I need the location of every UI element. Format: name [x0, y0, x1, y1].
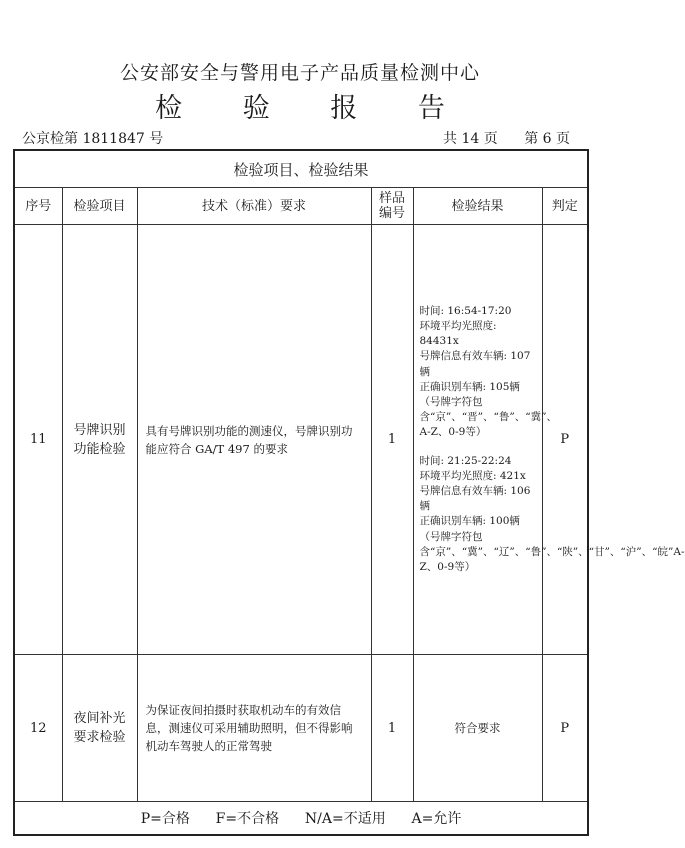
page-info — [439, 128, 570, 148]
current-page: 第 6 页 — [524, 131, 570, 147]
report-title: 检 验 报 告 — [155, 93, 471, 124]
result-block-day: 时间: 16:54-17:20 环境平均光照度: 84431x 号牌信息有效车辆: 107辆 正确识别车辆: 105辆 （号牌字符包含“京”、“晋”、“鲁”、“冀”、A-Z、0-9等） — [419, 304, 557, 439]
verdict-legend: P=合格 F=不合格 N/A=不适用 A=允许 — [14, 802, 588, 836]
result-block-night: 时间: 21:25-22:24 环境平均光照度: 421x 号牌信息有效车辆: 106辆 正确识别车辆: 100辆 （号牌字符包含“京”、“冀”、“辽”、“鲁”、“陕”、“甘”、“沪”、“皖”A-Z、0-9等） — [419, 454, 685, 574]
col-header-item: 检验项目 — [62, 188, 137, 225]
inspection-results-table — [13, 149, 685, 836]
legend-row — [14, 802, 588, 836]
row-number: 11 — [14, 225, 62, 655]
row-sample-no: 1 — [371, 655, 413, 802]
col-header-requirement: 技术（标准）要求 — [137, 188, 371, 225]
table-row — [14, 225, 588, 655]
issuing-organization: 公安部安全与警用电子产品质量检测中心 — [119, 62, 480, 84]
row-requirement: 具有号牌识别功能的测速仪，号牌识别功能应符合 GA/T 497 的要求 — [137, 225, 371, 655]
column-header-row — [14, 188, 588, 225]
row-number: 12 — [14, 655, 62, 802]
row-sample-no: 1 — [371, 225, 413, 655]
row-item: 夜间补光要求检验 — [62, 655, 137, 802]
row-item: 号牌识别功能检验 — [62, 225, 137, 655]
row-verdict: P — [542, 225, 588, 655]
table-row — [14, 655, 588, 802]
total-pages: 共 14 页 — [443, 131, 498, 147]
row-result — [413, 225, 685, 655]
col-header-verdict: 判定 — [542, 188, 588, 225]
row-requirement: 为保证夜间拍摄时获取机动车的有效信息，测速仪可采用辅助照明，但不得影响机动车驾驶人的正常驾驶 — [137, 655, 371, 802]
col-header-no: 序号 — [14, 188, 62, 225]
section-title: 检验项目、检验结果 — [14, 150, 588, 188]
section-header-row — [14, 150, 588, 188]
col-header-sample-no: 样品编号 — [371, 188, 413, 225]
row-result: 符合要求 — [413, 655, 542, 802]
report-meta — [22, 128, 578, 148]
row-verdict: P — [542, 655, 588, 802]
report-number: 公京检第 1811847 号 — [22, 131, 164, 147]
col-header-result: 检验结果 — [413, 188, 542, 225]
